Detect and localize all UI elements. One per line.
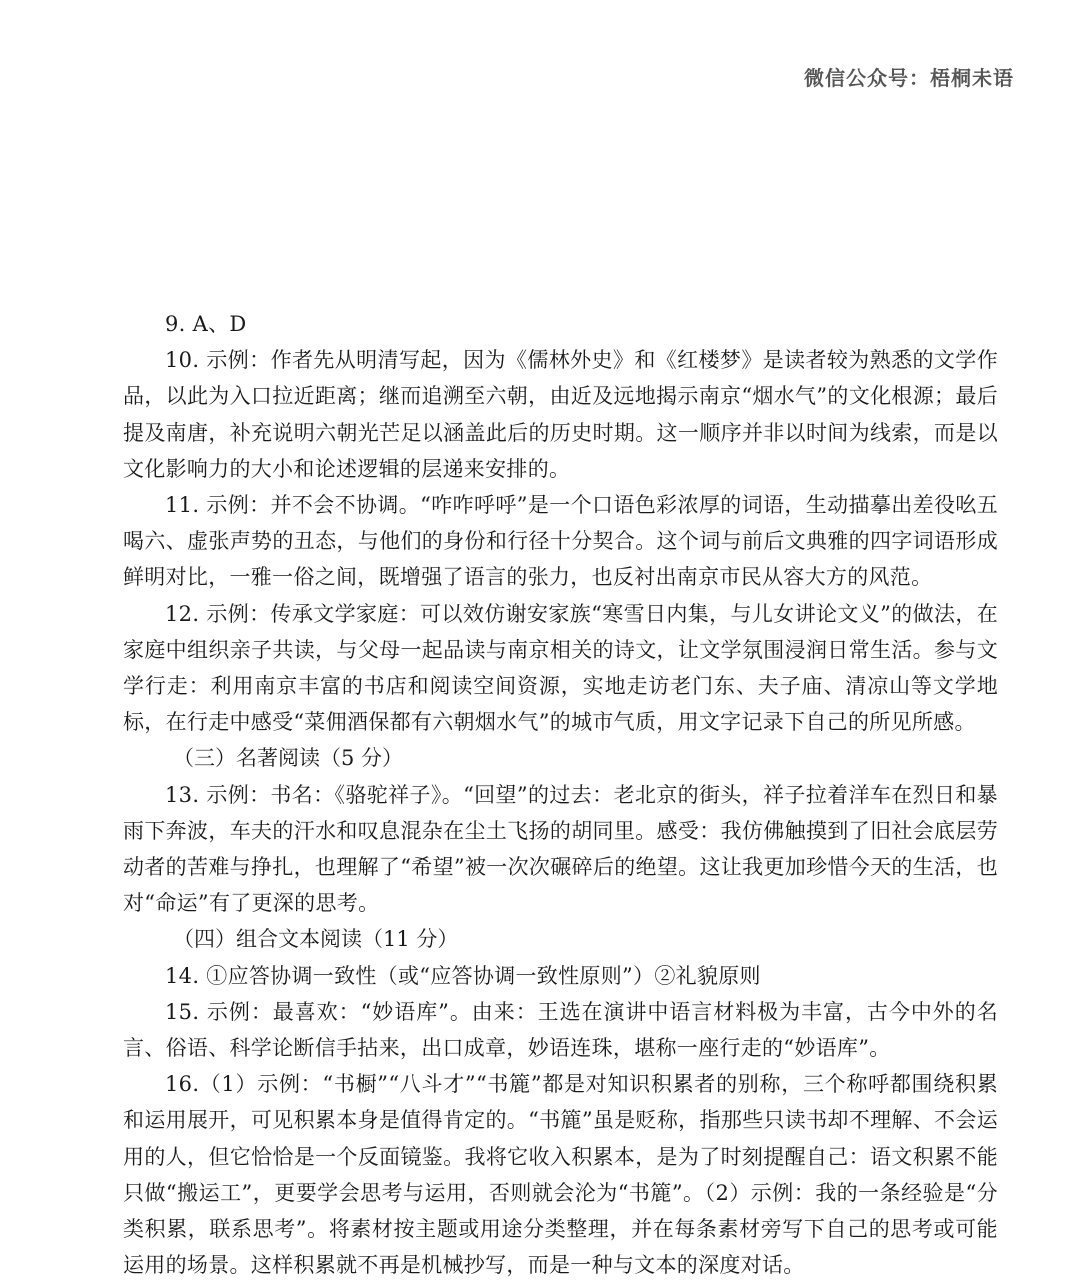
answer-13: 13. 示例：书名：《骆驼祥子》。“回望”的过去：老北京的街头，祥子拉着洋车在烈日和暴雨下奔波，车夫的汗水和叹息混杂在尘土飞扬的胡同里。感受：我仿佛触摸到了旧社会底层劳动者的苦难与挣扎，也理解了“希望”被一次次碾碎后的绝望。这让我更加珍惜今天的生活，也对“命运”有了更深的思考。 xyxy=(123,782,998,916)
answer-10: 10. 示例：作者先从明清写起，因为《儒林外史》和《红楼梦》是读者较为熟悉的文学作品，以此为入口拉近距离；继而追溯至六朝，由近及远地揭示南京“烟水气”的文化根源；最后提及南唐，补充说明六朝光芒足以涵盖此后的历史时期。这一顺序并非以时间为线索，而是以文化影响力的大小和论述逻辑的层递来安排的。 xyxy=(123,348,998,481)
section-heading-4: （四）组合文本阅读（11 分） xyxy=(173,927,459,952)
section-heading-3: （三）名著阅读（5 分） xyxy=(173,746,404,771)
watermark: 微信公众号：梧桐未语 xyxy=(804,66,1014,90)
answer-14: 14. ①应答协调一致性（或“应答协调一致性原则”）②礼貌原则 xyxy=(165,963,761,988)
answer-15: 15. 示例：最喜欢：“妙语库”。由来：王选在演讲中语言材料极为丰富，古今中外的名言、俗语、科学论断信手拈来，出口成章，妙语连珠，堪称一座行走的“妙语库”。 xyxy=(123,999,998,1061)
answer-12: 12. 示例：传承文学家庭：可以效仿谢安家族“寒雪日内集，与儿女讲论文义”的做法，在家庭中组织亲子共读，与父母一起品读与南京相关的诗文，让文学氛围浸润日常生活。参与文学行走：利用南京丰富的书店和阅读空间资源，实地走访老门东、夫子庙、清凉山等文学地标，在行走中感受“菜佣酒保都有六朝烟水气”的城市气质，用文字记录下自己的所见所感。 xyxy=(123,601,998,735)
answer-11: 11. 示例：并不会不协调。“咋咋呼呼”是一个口语色彩浓厚的词语，生动描摹出差役吆五喝六、虚张声势的丑态，与他们的身份和行径十分契合。这个词与前后文典雅的四字词语形成鲜明对比，一雅一俗之间，既增强了语言的张力，也反衬出南京市民从容大方的风范。 xyxy=(123,493,998,590)
answer-9: 9. A、D xyxy=(165,312,247,336)
answer-16: 16.（1）示例：“书橱”“八斗才”“书簏”都是对知识积累者的别称，三个称呼都围绕积累和运用展开，可见积累本身是值得肯定的。“书簏”虽是贬称，指那些只读书却不理解、不会运用的人，但它恰恰是一个反面镜鉴。我将它收入积累本，是为了时刻提醒自己：语文积累不能只做“搬运工”，更要学会思考与运用，否则就会沦为“书簏”。（2）示例：我的一条经验是“分类积累，联系思考”。将素材按主题或用途分类整理，并在每条素材旁写下自己的思考或可能运用的场景。这样积累就不再是机械抄写，而是一种与文本的深度对话。 xyxy=(123,1072,998,1278)
answer-list xyxy=(123,306,998,1283)
